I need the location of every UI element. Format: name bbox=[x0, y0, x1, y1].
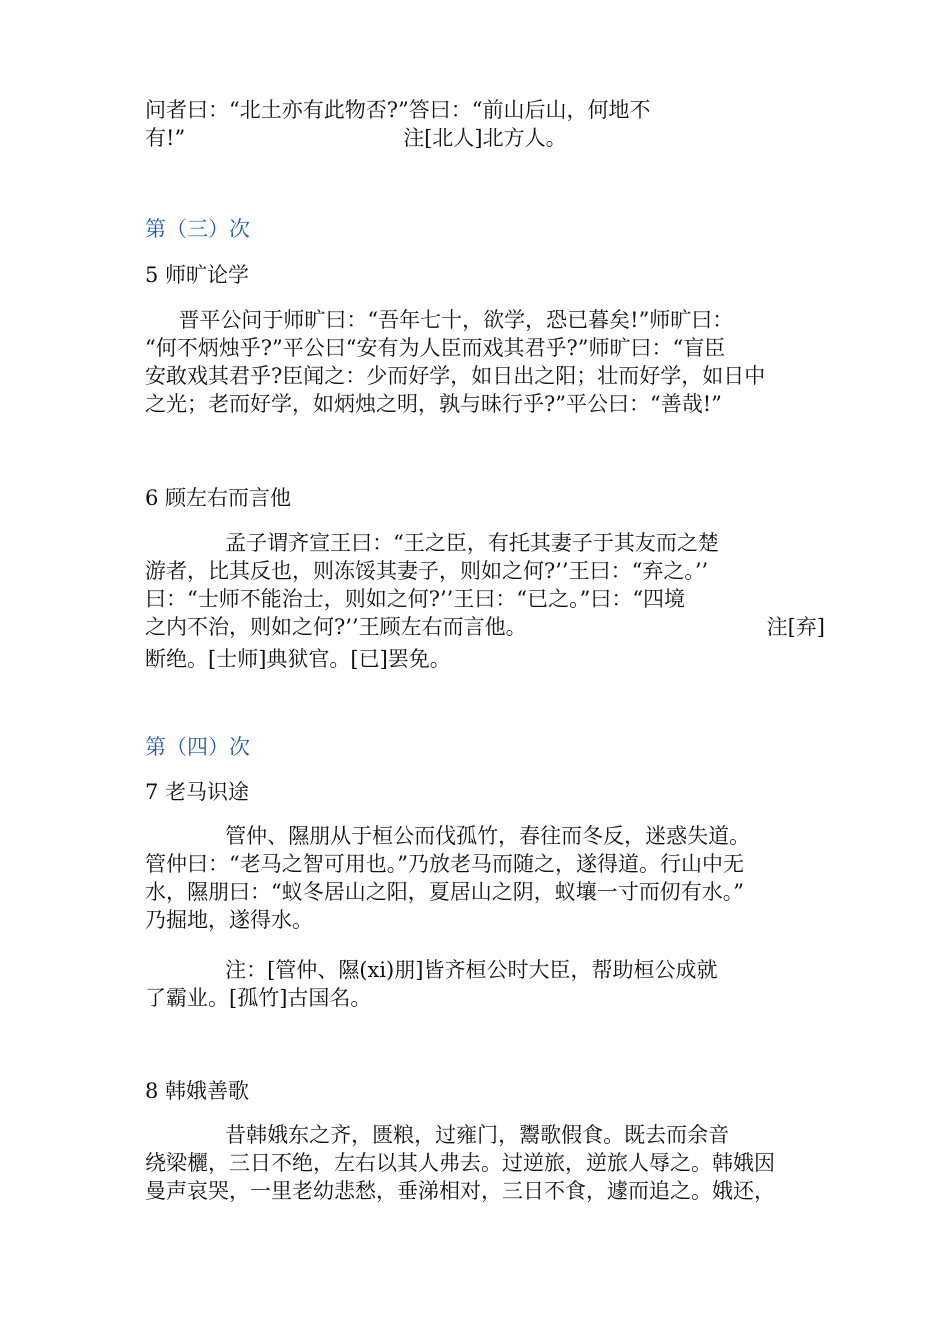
intro-line-1: 问者曰：“北土亦有此物否?”答曰：“前山后山，何地不 bbox=[145, 98, 651, 122]
story-7-title: 7 老马识途 bbox=[145, 780, 250, 804]
story-6-note-inline-block bbox=[745, 613, 825, 641]
story-6-note: 断绝。[士师]典狱官。[已]罢免。 bbox=[145, 647, 451, 671]
story-6-body-block bbox=[145, 529, 825, 641]
intro-note: 注[北人]北方人。 bbox=[403, 126, 567, 150]
story-5-title: 5 师旷论学 bbox=[145, 263, 250, 287]
story-5-title-block bbox=[145, 261, 825, 289]
story-6-title-block bbox=[145, 484, 825, 512]
story-6-title: 6 顾左右而言他 bbox=[145, 486, 292, 510]
story-8-body-block bbox=[145, 1121, 825, 1205]
section-3-heading-block bbox=[145, 215, 825, 243]
story-5-body: 晋平公问于师旷曰：“吾年七十，欲学，恐已暮矣!”师旷曰： “何不炳烛乎?”平公曰“安有为人臣而戏其君乎?”师旷曰：“盲臣 安敢戏其君乎?臣闻之：少而好学，如日出之阳；壮而好学，如日中 之光；老而好学，如炳烛之明，孰与昧行乎?”平公曰：“善哉!” bbox=[145, 308, 766, 416]
story-7-title-block bbox=[145, 778, 825, 806]
story-7-body: 管仲、隰朋从于桓公而伐孤竹，春往而冬反，迷惑失道。 管仲曰：“老马之智可用也。”乃放老马而随之，遂得道。行山中无 水，隰朋曰：“蚁冬居山之阳，夏居山之阴，蚁壤一寸而仞有水。” 乃掘地，遂得水。 bbox=[145, 824, 751, 932]
story-7-body-block bbox=[145, 822, 825, 934]
story-6-note-block bbox=[145, 645, 825, 673]
story-6-body: 孟子谓齐宣王曰：“王之臣，有托其妻子于其友而之楚 游者，比其反也，则冻馁其妻子，则如之何?’’王曰：“弃之。’’ 曰：“士师不能治士，则如之何?’’王曰：“已之。”曰：“四境 之内不治，则如之何?’’王顾左右而言他。 bbox=[145, 531, 719, 639]
section-4-heading-block bbox=[145, 733, 825, 761]
intro-block bbox=[145, 96, 825, 152]
story-8-title: 8 韩娥善歌 bbox=[145, 1079, 250, 1103]
story-8-body: 昔韩娥东之齐，匮粮，过雍门，鬻歌假食。既去而余音 绕梁欐，三日不绝，左右以其人弗去。过逆旅，逆旅人辱之。韩娥因 曼声哀哭，一里老幼悲愁，垂涕相对，三日不食，遽而追之。娥还， bbox=[145, 1123, 775, 1203]
section-4-heading: 第（四）次 bbox=[145, 735, 250, 759]
story-7-note-block bbox=[145, 956, 825, 1012]
story-5-body-block bbox=[145, 306, 825, 418]
story-7-note: 注：[管仲、隰(xi)朋]皆齐桓公时大臣，帮助桓公成就 了霸业。[孤竹]古国名。 bbox=[145, 958, 718, 1010]
story-6-note-inline: 注[弃] bbox=[766, 615, 825, 639]
intro-line-2-text: 有!” bbox=[145, 126, 186, 150]
story-8-title-block bbox=[145, 1077, 825, 1105]
intro-line-2 bbox=[145, 124, 825, 152]
section-3-heading: 第（三）次 bbox=[145, 217, 250, 241]
